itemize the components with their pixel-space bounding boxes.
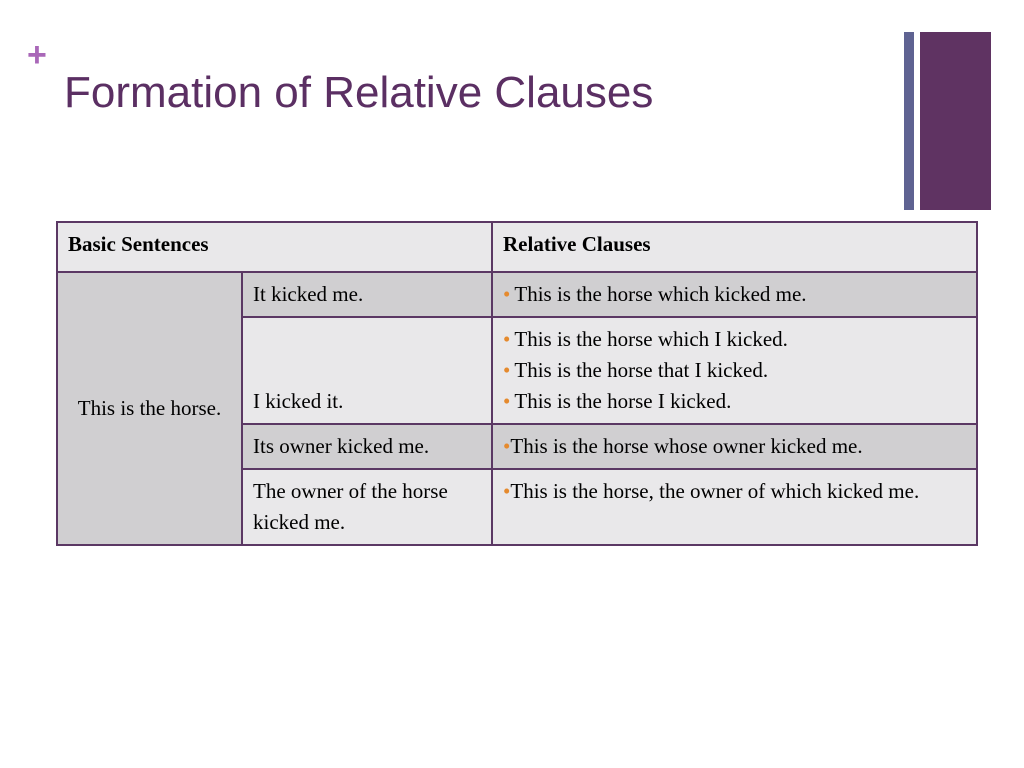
list-item [503,431,966,462]
slide-title: Formation of Relative Clauses [64,68,654,117]
list-item [503,324,966,355]
relative-clause-cell [492,317,977,424]
list-item [503,279,966,310]
relative-clause-text: This is the horse which I kicked. [514,327,788,351]
relative-clause-cell [492,469,977,545]
header-basic-sentences: Basic Sentences [57,222,492,272]
row-label: This is the horse. [57,272,242,545]
bullet-icon: • [503,389,511,413]
relative-clauses-table [56,221,978,546]
header-relative-clauses: Relative Clauses [492,222,977,272]
bullet-icon: • [503,327,511,351]
basic-sentence-cell: It kicked me. [242,272,492,317]
relative-clause-cell [492,272,977,317]
basic-sentence-cell: The owner of the horse kicked me. [242,469,492,545]
bullet-icon: • [503,282,511,306]
bullet-icon: • [503,358,511,382]
relative-clause-cell [492,424,977,469]
decorative-bar-wide [920,32,991,210]
list-item [503,355,966,386]
bullet-icon: • [503,434,511,458]
bullet-icon: • [503,479,511,503]
relative-clause-text: This is the horse whose owner kicked me. [510,434,863,458]
decorative-bar-thin [904,32,914,210]
basic-sentence-cell: I kicked it. [242,317,492,424]
relative-clause-text: This is the horse that I kicked. [514,358,769,382]
list-item [503,476,966,507]
table-row [57,272,977,317]
relative-clause-text: This is the horse which kicked me. [514,282,807,306]
relative-clause-text: This is the horse I kicked. [514,389,732,413]
plus-icon: + [27,36,47,74]
list-item [503,386,966,417]
basic-sentence-cell: Its owner kicked me. [242,424,492,469]
table-header-row [57,222,977,272]
relative-clause-text: This is the horse, the owner of which kicked me. [510,479,920,503]
